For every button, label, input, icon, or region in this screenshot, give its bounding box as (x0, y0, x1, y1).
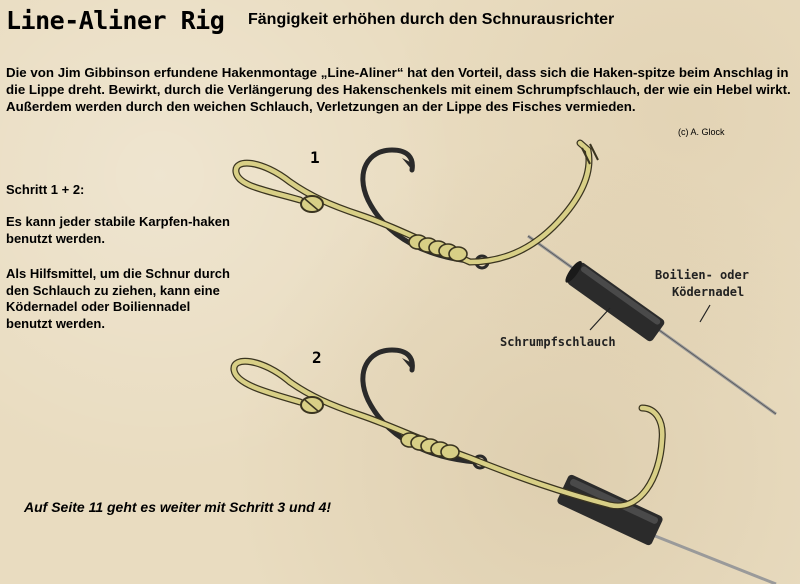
tube-label: Schrumpfschlauch (500, 335, 616, 349)
line (234, 361, 662, 506)
knotless-knot (401, 433, 459, 459)
figure-number-1: 1 (310, 148, 320, 167)
footer-note: Auf Seite 11 geht es weiter mit Schritt 3 und 4! (24, 499, 332, 515)
page-title: Line-Aliner Rig (6, 6, 225, 35)
page-subtitle: Fängigkeit erhöhen durch den Schnurausrichter (248, 11, 615, 28)
loop-knot (301, 196, 323, 212)
copyright-note: (c) A. Glock (678, 127, 725, 137)
needle-label-line-1: Boilien- oder (655, 268, 749, 282)
rig-step-2 (234, 350, 776, 584)
needle-label-line-2: Ködernadel (672, 285, 745, 299)
loop-knot (301, 397, 323, 413)
shrink-tube (563, 259, 666, 343)
baiting-needle (640, 530, 776, 584)
steps-heading: Schritt 1 + 2: (6, 182, 85, 197)
intro-paragraph: Die von Jim Gibbinson erfundene Hakenmontage „Line-Aliner“ hat den Vorteil, dass sich die Haken-spitze beim Anschlag in die Lippe dreht. Bewirkt, durch die Verlängerung des Hakenschenkels mit einem Schrumpfschlauch, der wie ein Hebel wirkt. Außerdem werden durch den weichen Schlauch, Verletzungen an der Lippe des Fisches vermieden. (6, 65, 791, 114)
steps-paragraph-2: Als Hilfsmittel, um die Schnur durch den Schlauch zu ziehen, kann eine Ködernadel oder Boiliennadel benutzt werden. (6, 266, 230, 331)
figure-number-2: 2 (312, 348, 322, 367)
steps-paragraph-1: Es kann jeder stabile Karpfen-haken benutzt werden. (6, 214, 230, 246)
